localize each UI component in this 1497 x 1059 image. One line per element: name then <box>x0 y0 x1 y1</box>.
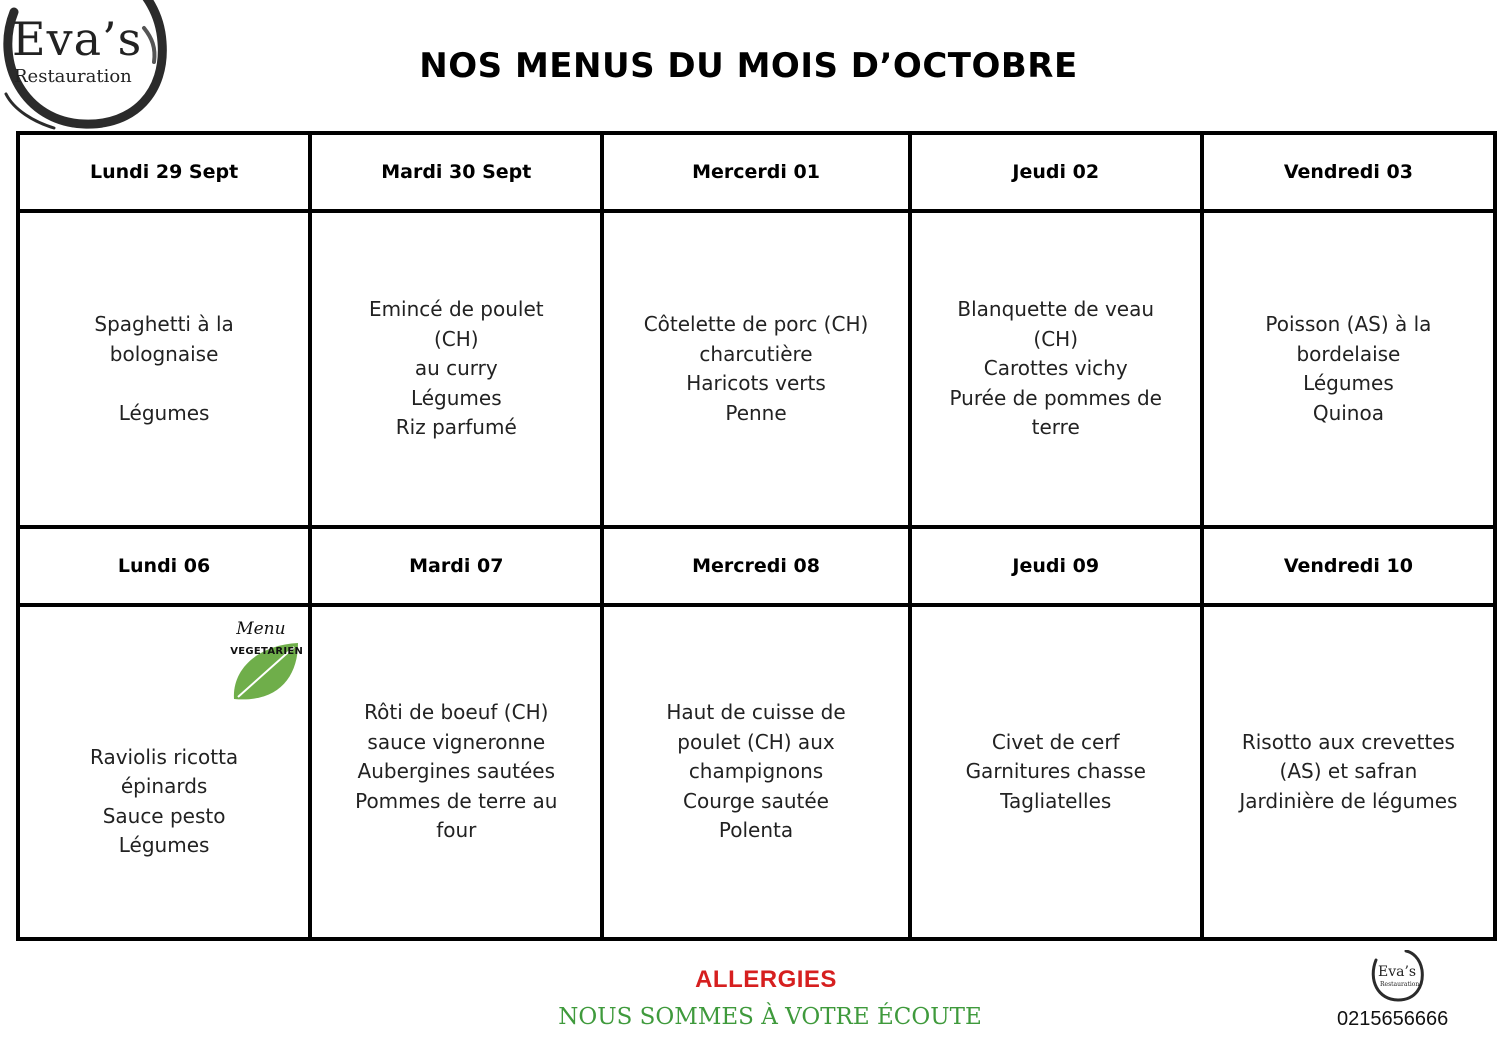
day-header: Vendredi 03 <box>1202 133 1495 211</box>
listen-tagline: NOUS SOMMES À VOTRE ÉCOUTE <box>558 1004 982 1030</box>
phone-number: 0215656666 <box>1337 1008 1449 1030</box>
meal-cell: Côtelette de porc (CH) charcutière Haricots verts Penne <box>602 211 909 527</box>
week1-day-row <box>18 133 1495 211</box>
vegetarian-badge-line1: Menu <box>236 619 286 639</box>
logo-subtitle: Restauration <box>14 66 132 87</box>
day-header: Mercerdi 01 <box>602 133 909 211</box>
vegetarian-badge-line2: VEGETARIEN <box>230 646 304 657</box>
allergies-heading: ALLERGIES <box>695 966 837 993</box>
day-header: Jeudi 02 <box>910 133 1202 211</box>
day-header: Lundi 29 Sept <box>18 133 310 211</box>
day-header: Lundi 06 <box>18 527 310 605</box>
day-header: Vendredi 10 <box>1202 527 1495 605</box>
day-header: Jeudi 09 <box>910 527 1202 605</box>
meal-cell: Emincé de poulet (CH) au curry Légumes Riz parfumé <box>310 211 602 527</box>
week1-meal-row <box>18 211 1495 527</box>
week2-meal-row <box>18 605 1495 939</box>
day-header: Mercredi 08 <box>602 527 909 605</box>
meal-cell: Rôti de boeuf (CH) sauce vigneronne Aubergines sautées Pommes de terre au four <box>310 605 602 939</box>
meal-cell: Haut de cuisse de poulet (CH) aux champignons Courge sautée Polenta <box>602 605 909 939</box>
week2-day-row <box>18 527 1495 605</box>
page-title: NOS MENUS DU MOIS D’OCTOBRE <box>419 46 1078 86</box>
day-header: Mardi 07 <box>310 527 602 605</box>
footer-logo-subtitle: Restauration <box>1380 981 1420 988</box>
meal-cell: Risotto aux crevettes (AS) et safran Jardinière de légumes <box>1202 605 1495 939</box>
footer-logo-name: Eva’s <box>1378 964 1417 980</box>
meal-cell: Blanquette de veau (CH) Carottes vichy Purée de pommes de terre <box>910 211 1202 527</box>
menu-table <box>16 131 1497 941</box>
day-header: Mardi 30 Sept <box>310 133 602 211</box>
meal-cell: Spaghetti à la bolognaise Légumes <box>18 211 310 527</box>
meal-cell-vegetarian <box>18 605 310 939</box>
meal-text: Raviolis ricotta épinards Sauce pesto Légumes <box>90 744 239 857</box>
meal-cell: Civet de cerf Garnitures chasse Tagliatelles <box>910 605 1202 939</box>
vegetarian-badge <box>228 609 302 675</box>
meal-cell: Poisson (AS) à la bordelaise Légumes Quinoa <box>1202 211 1495 527</box>
logo-name: Eva’s <box>12 12 143 66</box>
footer-logo <box>1368 950 1424 1002</box>
